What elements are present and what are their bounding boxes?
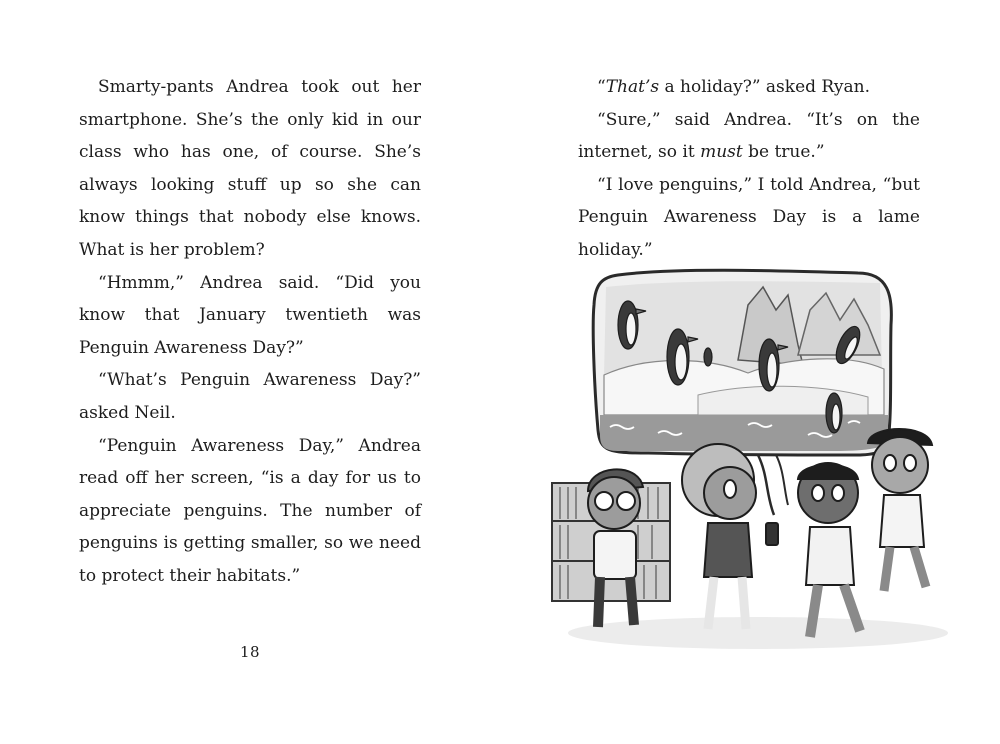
paragraph-end: be true.”: [742, 142, 825, 163]
paragraph: [578, 71, 920, 104]
paragraph: “Penguin Awareness Day,” Andrea read off her screen, “is a day for us to appreciate penguins. The number of penguins is getting smaller, so we need to protect their habitats.”: [79, 435, 421, 586]
paragraph: “Hmmm,” Andrea said. “Did you know that January twentieth was Penguin Awareness Day?”: [79, 272, 421, 358]
bubble-tail: [758, 455, 774, 515]
boy-right: [868, 429, 932, 591]
boy-with-glasses: [588, 469, 643, 627]
right-page: [500, 0, 1000, 744]
page-number: 18: [240, 643, 261, 661]
right-page-text: [578, 71, 920, 267]
paragraph: “What’s Penguin Awareness Day?” asked Neil.: [79, 370, 421, 423]
penguin: [826, 393, 842, 433]
paragraph: [578, 104, 920, 169]
boy-center: [798, 463, 860, 637]
italic-word: must: [700, 142, 743, 163]
paragraph-rest: a holiday?” asked Ryan.: [659, 77, 871, 97]
paragraph-start: “Sure,” said Andrea. “It’s on the internet, so it: [578, 109, 920, 163]
thought-bubble: [593, 270, 891, 455]
paragraph: Smarty-pants Andrea took out her smartphone. She’s the only kid in our class who has one, of course. She’s always looking stuff up so she can know things that nobody else knows. What is her problem?: [79, 77, 421, 260]
open-quote: “: [597, 77, 606, 97]
paragraph: “I love penguins,” I told Andrea, “but Penguin Awareness Day is a lame holiday.”: [578, 174, 920, 260]
penguin: [704, 348, 712, 366]
left-page-text: [79, 71, 421, 593]
italic-word: That’s: [605, 77, 660, 97]
penguin-illustration: [548, 265, 953, 660]
